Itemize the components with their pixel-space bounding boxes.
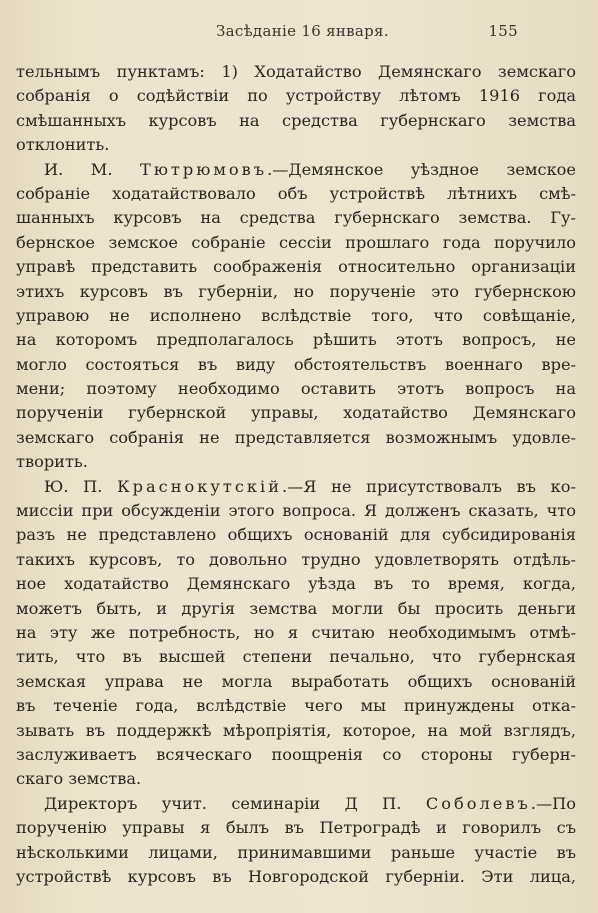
text-line [16,719,576,743]
line-text: собраніе ходатайствовало объ устройствѣ лѣтнихъ смѣ- [16,183,576,203]
text-line [16,597,576,621]
text-line [16,231,576,255]
line-text: на эту же потребность, но я считаю необходимымъ отмѣ- [16,622,576,642]
line-text: зывать въ поддержкѣ мѣропріятія, которое, на мой взглядъ, [16,720,576,740]
text-line [16,353,576,377]
speaker-name: Соболевъ [425,793,531,813]
text-line [16,401,576,425]
text-line [16,133,576,157]
line-text: собранія о содѣйствіи по устройству лѣтомъ 1916 года [16,86,576,106]
line-text: на которомъ предполагалось рѣшить этотъ вопросъ, не [16,330,576,350]
line-text: творить. [16,452,88,472]
line-text: порученіи губернской управы, ходатайство Демянскаго [16,403,576,423]
body-text [16,60,576,889]
line-text: И. М. [44,159,141,179]
line-text: Директоръ учит. семинаріи Д П. [44,793,426,813]
running-head [16,22,576,46]
text-line [16,645,576,669]
line-text: шанныхъ курсовъ на средства губернскаго земства. Гу- [16,208,576,228]
text-line [16,450,576,474]
line-text: Ю. П. [44,476,118,496]
line-text: тельнымъ пунктамъ: 1) Ходатайство Демянскаго земскаго [16,62,576,81]
line-text: управою не исполнено вслѣдствіе того, что совѣщаніе, [16,305,576,325]
text-line [16,865,576,889]
speaker-name: Тютрюмовъ [140,159,268,179]
running-title: Засѣданіе 16 января. [216,22,389,40]
line-text: этихъ курсовъ въ губерніи, но порученіе это губернскою [16,281,576,301]
text-line [16,475,576,499]
text-line [16,523,576,547]
text-line [16,499,576,523]
text-line [16,60,576,84]
text-line [16,816,576,840]
line-text: .—Я не присутствовалъ въ ко- [282,476,576,496]
text-line [16,304,576,328]
line-text: мени; поэтому необходимо оставить этотъ вопросъ на [16,379,576,399]
text-line [16,792,576,816]
text-line [16,280,576,304]
text-line [16,84,576,108]
text-line [16,109,576,133]
text-line [16,377,576,401]
text-line [16,158,576,182]
text-line [16,767,576,791]
text-line [16,255,576,279]
text-line [16,670,576,694]
line-text: земская управа не могла выработать общихъ основаній [16,671,576,691]
text-line [16,182,576,206]
text-line [16,548,576,572]
text-line [16,743,576,767]
line-text: можетъ быть, и другія земства могли бы просить деньги [16,598,576,618]
line-text: въ теченіе года, вслѣдствіе чего мы принуждены отка- [16,696,576,716]
line-text: устройствѣ курсовъ въ Новгородской губерніи. Эти лица, [16,866,576,886]
line-text: нѣсколькими лицами, принимавшими раньше участіе въ [16,842,576,862]
speaker-name: Краснокутскій [117,476,282,496]
line-text: ное ходатайство Демянскаго уѣзда въ то время, когда, [16,574,576,594]
line-text: земскаго собранія не представляется возможнымъ удовле- [16,427,576,447]
line-text: порученію управы я былъ въ Петроградѣ и говорилъ съ [16,818,576,838]
line-text: тить, что въ высшей степени печально, что губернская [16,647,576,667]
line-text: заслуживаетъ всяческаго поощренія со стороны губерн- [16,744,576,764]
line-text: бернское земское собраніе сессіи прошлаго года поручило [16,232,576,252]
text-line [16,572,576,596]
text-line [16,206,576,230]
line-text: такихъ курсовъ, то довольно трудно удовлетворять отдѣль- [16,549,576,569]
line-text: скаго земства. [16,769,142,789]
line-text: разъ не представлено общихъ основаній для субсидированія [16,525,576,545]
line-text: смѣшанныхъ курсовъ на средства губернскаго земства [16,110,576,130]
text-line [16,694,576,718]
text-line [16,328,576,352]
line-text: могло состояться въ виду обстоятельствъ военнаго вре- [16,354,576,374]
text-line [16,841,576,865]
line-text: управѣ представить соображенія относительно организаціи [16,257,576,277]
text-line [16,621,576,645]
line-text: .—По [530,793,576,813]
text-line [16,426,576,450]
page-number: 155 [488,22,518,40]
line-text: .—Демянское уѣздное земское [267,159,577,179]
line-text: отклонить. [16,135,110,155]
line-text: миссіи при обсужденіи этого вопроса. Я долженъ сказать, что [16,501,576,521]
